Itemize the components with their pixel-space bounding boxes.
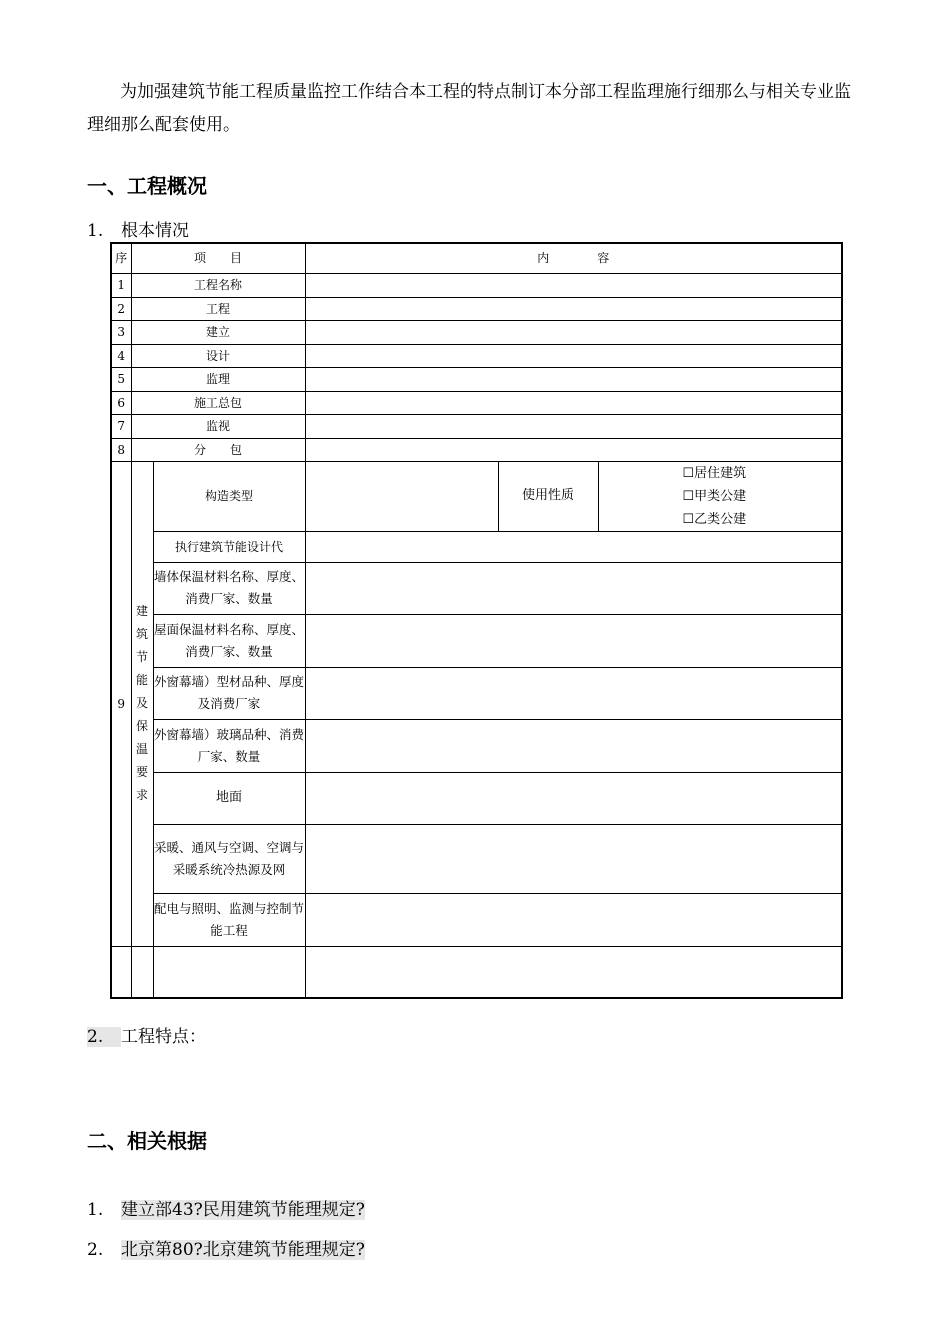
subsection-label: 根本情况 — [121, 221, 189, 241]
row-content[interactable] — [305, 297, 842, 320]
table-row — [111, 667, 842, 719]
reference-item — [87, 1195, 365, 1220]
vertical-char: 能 — [135, 673, 148, 687]
row-seq: 5 — [111, 367, 131, 391]
row9-seq: 9 — [111, 461, 131, 946]
vertical-char: 及 — [135, 696, 148, 710]
vertical-char: 求 — [135, 788, 148, 802]
table-row — [111, 614, 842, 667]
option-class-a-public-checkbox[interactable]: ☐甲类公建 — [682, 488, 747, 504]
table-row — [111, 946, 842, 998]
row-content[interactable] — [305, 367, 842, 391]
project-overview-table — [110, 242, 843, 999]
table-row — [111, 297, 842, 320]
table-row — [111, 414, 842, 438]
row-item: 设计 — [131, 344, 305, 367]
reference-text: 北京第80?北京建筑节能理规定? — [121, 1240, 365, 1260]
section2-title: 二、相关根据 — [87, 1129, 207, 1153]
table-row — [111, 562, 842, 614]
structure-type-value[interactable] — [305, 461, 498, 531]
row-seq: 7 — [111, 414, 131, 438]
floor-label: 地面 — [153, 772, 305, 824]
roof-insulation-value[interactable] — [305, 614, 842, 667]
subsection-number: 1. — [87, 221, 104, 241]
header-item: 项 目 — [131, 243, 305, 273]
row-seq: 6 — [111, 391, 131, 414]
table-row — [111, 391, 842, 414]
window-profile-label: 外窗幕墙）型材品种、厚度及消费厂家 — [153, 667, 305, 719]
header-seq: 序 — [111, 243, 131, 273]
row-item: 监理 — [131, 367, 305, 391]
vertical-char: 节 — [135, 650, 148, 664]
floor-value[interactable] — [305, 772, 842, 824]
row-item: 建立 — [131, 320, 305, 344]
blank-content[interactable] — [305, 946, 842, 998]
energy-code-value[interactable] — [305, 531, 842, 562]
wall-insulation-label: 墙体保温材料名称、厚度、消费厂家、数量 — [153, 562, 305, 614]
table-row — [111, 531, 842, 562]
row-content[interactable] — [305, 438, 842, 461]
window-glass-label: 外窗幕墙）玻璃品种、消费厂家、数量 — [153, 719, 305, 772]
row9-group-label — [131, 461, 153, 946]
row-content[interactable] — [305, 344, 842, 367]
wall-insulation-value[interactable] — [305, 562, 842, 614]
option-class-b-public-checkbox[interactable]: ☐乙类公建 — [682, 511, 747, 527]
use-nature-options — [598, 461, 842, 531]
vertical-char: 保 — [135, 719, 148, 733]
energy-code-label: 执行建筑节能设计代 — [153, 531, 305, 562]
electrical-value[interactable] — [305, 893, 842, 946]
table-row — [111, 719, 842, 772]
table-row — [111, 344, 842, 367]
table-row — [111, 273, 842, 297]
blank-item[interactable] — [153, 946, 305, 998]
electrical-label: 配电与照明、监测与控制节能工程 — [153, 893, 305, 946]
header-content: 内 容 — [305, 243, 842, 273]
section1-title: 一、工程概况 — [87, 174, 207, 198]
row-seq: 3 — [111, 320, 131, 344]
row-content[interactable] — [305, 414, 842, 438]
vertical-char: 筑 — [135, 627, 148, 641]
row-item: 工程 — [131, 297, 305, 320]
hvac-value[interactable] — [305, 824, 842, 893]
table-row — [111, 824, 842, 893]
hvac-label: 采暖、通风与空调、空调与采暖系统冷热源及网 — [153, 824, 305, 893]
reference-text: 建立部43?民用建筑节能理规定? — [121, 1200, 365, 1220]
subsection-features — [87, 1022, 206, 1047]
blank-group — [131, 946, 153, 998]
row-seq: 8 — [111, 438, 131, 461]
table-row — [111, 367, 842, 391]
intro-paragraph: 为加强建筑节能工程质量监控工作结合本工程的特点制订本分部工程监理施行细那么与相关专业监理细那么配套使用。 — [87, 82, 851, 135]
vertical-char: 温 — [135, 742, 148, 756]
window-profile-value[interactable] — [305, 667, 842, 719]
table-row — [111, 320, 842, 344]
vertical-group-text — [132, 600, 153, 807]
table-row — [111, 461, 842, 531]
reference-number: 2. — [87, 1240, 104, 1260]
structure-type-label: 构造类型 — [153, 461, 305, 531]
row-item: 分 包 — [131, 438, 305, 461]
window-glass-value[interactable] — [305, 719, 842, 772]
subsection-label: 工程特点： — [121, 1027, 206, 1047]
row-content[interactable] — [305, 391, 842, 414]
subsection-basic-info — [87, 216, 189, 241]
vertical-char: 要 — [135, 765, 148, 779]
reference-item — [87, 1235, 365, 1260]
row-content[interactable] — [305, 273, 842, 297]
subsection-number: 2. — [87, 1027, 121, 1047]
reference-number: 1. — [87, 1200, 104, 1220]
table-row — [111, 893, 842, 946]
row-item: 施工总包 — [131, 391, 305, 414]
row-item: 工程名称 — [131, 273, 305, 297]
table-header-row — [111, 243, 842, 273]
row-seq: 1 — [111, 273, 131, 297]
table-row — [111, 438, 842, 461]
vertical-char: 建 — [135, 604, 148, 618]
table-row — [111, 772, 842, 824]
roof-insulation-label: 屋面保温材料名称、厚度、消费厂家、数量 — [153, 614, 305, 667]
row-seq: 4 — [111, 344, 131, 367]
row-seq: 2 — [111, 297, 131, 320]
row-content[interactable] — [305, 320, 842, 344]
use-nature-label: 使用性质 — [498, 461, 598, 531]
option-residential-checkbox[interactable]: ☐居住建筑 — [682, 465, 747, 481]
blank-seq — [111, 946, 131, 998]
row-item: 监视 — [131, 414, 305, 438]
